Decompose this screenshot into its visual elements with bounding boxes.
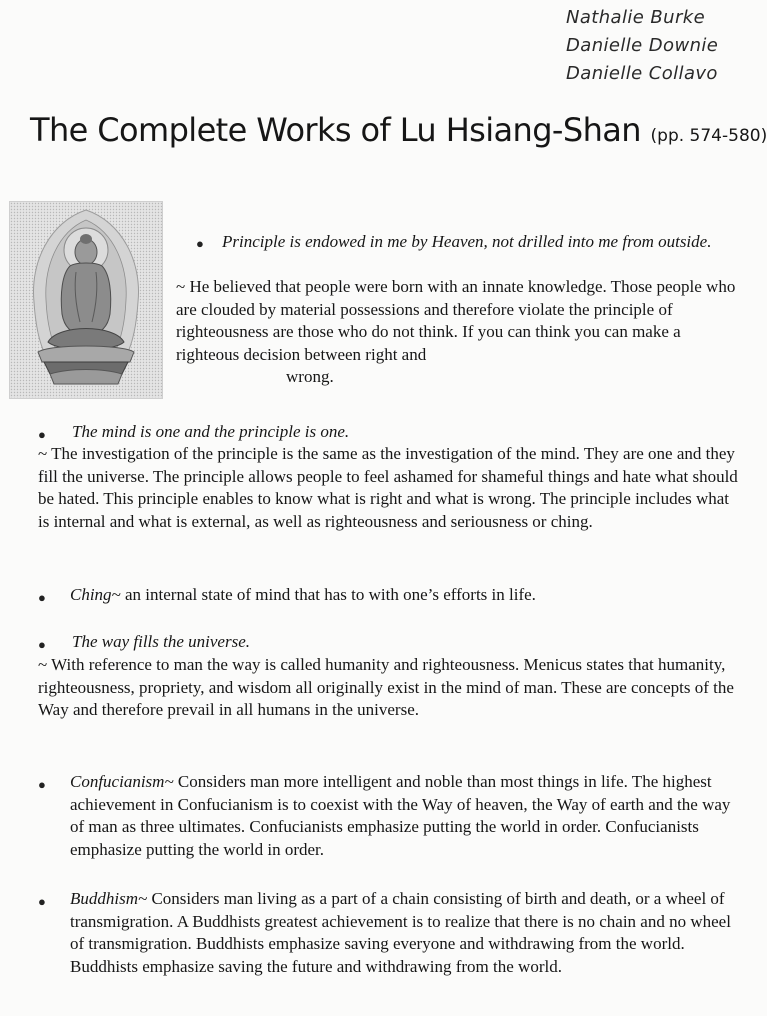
section-body-text: ~ He believed that people were born with an innate knowledge. Those people who are clouded by material possessions and therefore violate the principle of righteousness are those who do not think. If you can think you can make a righteous decision between right and <box>176 277 736 364</box>
section-paragraph <box>70 888 744 978</box>
section-body <box>38 443 744 533</box>
page-title <box>30 110 767 156</box>
section-heading <box>72 421 742 444</box>
section-heading-text: Principle is endowed in me by Heaven, not drilled into me from outside. <box>222 232 712 251</box>
title-main: The Complete Works of Lu Hsiang-Shan <box>30 111 641 149</box>
section-heading <box>72 631 742 654</box>
section-heading-text: Buddhism~ <box>70 889 148 908</box>
author-names <box>566 4 746 88</box>
section-heading-text: Ching~ <box>70 585 121 604</box>
section-heading-text: Confucianism~ <box>70 772 174 791</box>
title-pages: (pp. 574-580) <box>650 126 767 146</box>
section-paragraph <box>70 584 742 607</box>
section-body-text: Considers man more intelligent and noble than most things in life. The highest achievement in Confucianism is to coexist with the Way of heaven, the Way of earth and the way of man as three ultimates. Confucianists emphasize putting the world in order. Confucianists emphasize putting the world in order. <box>70 772 731 859</box>
bullet-icon: ● <box>38 637 46 652</box>
section-body <box>38 654 744 722</box>
buddha-figure-image <box>9 201 163 399</box>
author-name: Danielle Collavo <box>566 63 718 84</box>
section-body <box>176 276 742 389</box>
bullet-icon: ● <box>38 894 46 909</box>
section-body-text: ~ With reference to man the way is called humanity and righteousness. Menicus states that humanity, righteousness, propriety, and wisdom all originally exist in the mind of man. These are concepts of the Way and therefore prevail in all humans in the universe. <box>38 655 734 719</box>
author-name: Nathalie Burke <box>566 7 706 28</box>
section-body-tail: wrong. <box>286 367 334 386</box>
bullet-icon: ● <box>38 777 46 792</box>
section-body-text: an internal state of mind that has to with one’s efforts in life. <box>120 585 536 604</box>
section-heading-text: The way fills the universe. <box>72 632 251 651</box>
section-body-text: ~ The investigation of the principle is the same as the investigation of the mind. They are one and they fill the universe. The principle allows people to feel ashamed for shameful things and hate what should be hated. This principle enables to know what is right and what is wrong. The principle includes what is internal and what is external, as well as righteousness and seriousness or ching. <box>38 444 738 531</box>
section-heading-text: The mind is one and the principle is one. <box>72 422 350 441</box>
section-paragraph <box>70 771 744 861</box>
bullet-icon: ● <box>38 427 46 442</box>
bullet-icon: ● <box>196 236 204 251</box>
section-heading <box>222 231 747 254</box>
section-body-text: Considers man living as a part of a chain consisting of birth and death, or a wheel of transmigration. A Buddhists greatest achievement is to realize that there is no chain and no wheel of transmigration. Buddhists emphasize saving everyone and withdrawing from the world. Buddhists emphasize saving the future and withdrawing from the world. <box>70 889 731 976</box>
author-name: Danielle Downie <box>566 35 719 56</box>
buddha-seated-figure-illustration <box>10 202 162 398</box>
bullet-icon: ● <box>38 590 46 605</box>
